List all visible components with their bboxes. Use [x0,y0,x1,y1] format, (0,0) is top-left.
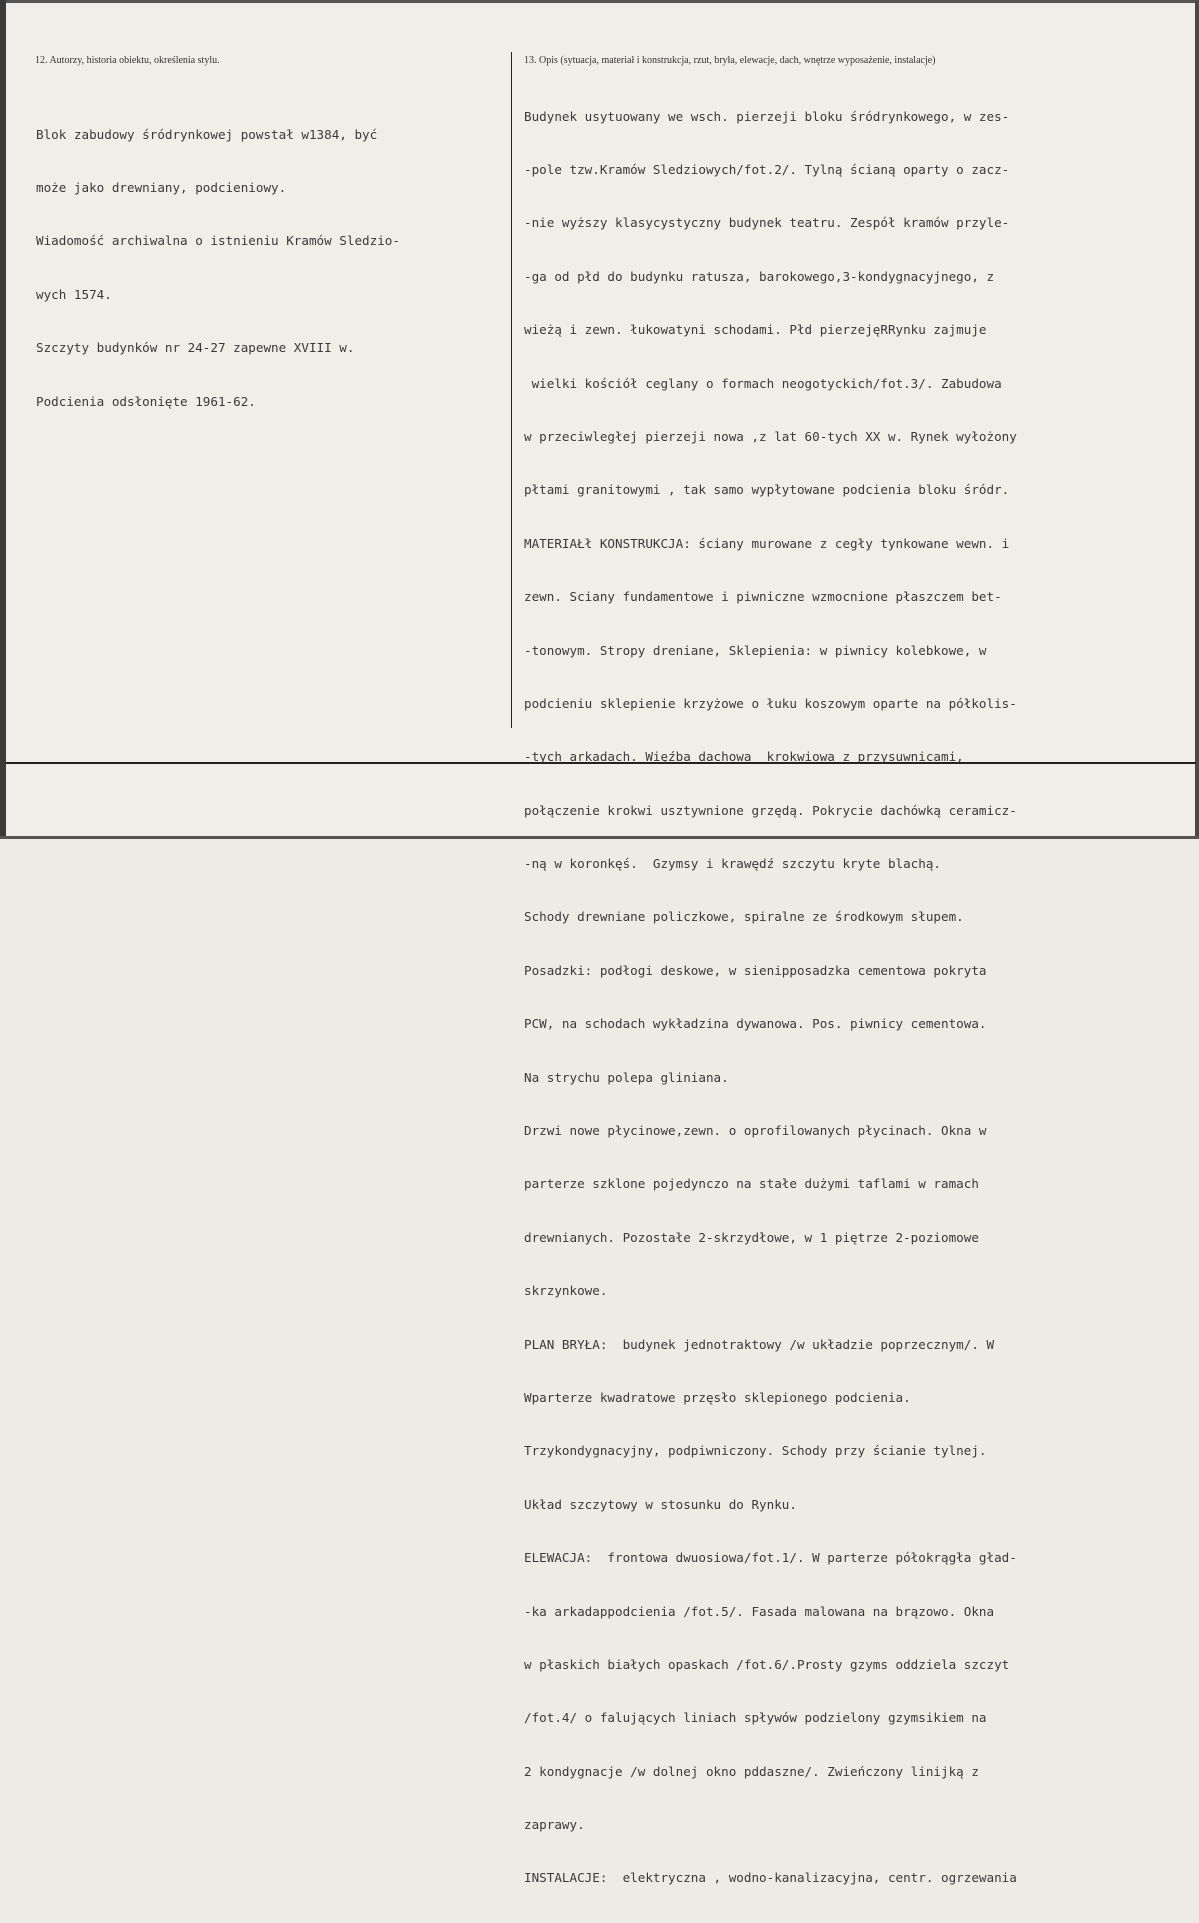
section-13-header: 13. Opis (sytuacja, materiał i konstrukcja, rzut, bryła, elewacje, dach, wnętrze wyposażenie, instalacje) [524,55,936,66]
description-line: PCW, na schodach wykładzina dywanowa. Pos. piwnicy cementowa. [524,1016,987,1032]
description-line: INSTALACJE: elektryczna , wodno-kanalizacyjna, centr. ogrzewania [524,1870,1017,1886]
history-line: Szczyty budynków nr 24-27 zapewne XVIII w. [36,340,355,356]
description-line: drewnianych. Pozostałe 2-skrzydłowe, w 1 piętrze 2-poziomowe [524,1229,979,1245]
description-line: zaprawy. [524,1817,585,1833]
description-line: Drzwi nowe płycinowe,zewn. o oprofilowanych płycinach. Okna w [524,1123,987,1139]
column-divider [511,52,512,728]
scan-edge-right [1195,0,1199,839]
description-line: ELEWACJA: frontowa dwuosiowa/fot.1/. W parterze półokrągła gład- [524,1550,1017,1566]
scan-edge-top [0,0,1199,3]
description-line: -tonowym. Stropy dreniane, Sklepienia: w piwnicy kolebkowe, w [524,642,987,658]
description-line: w przeciwległej pierzeji nowa ,z lat 60-tych XX w. Rynek wyłożony [524,428,1017,444]
history-line: Wiadomość archiwalna o istnieniu Kramów Sledzio- [36,233,400,249]
history-line: może jako drewniany, podcieniowy. [36,179,287,195]
history-text [36,90,400,446]
description-line: podcieniu sklepienie krzyżowe o łuku koszowym oparte na półkolis- [524,695,1017,711]
description-line: Budynek usytuowany we wsch. pierzeji bloku śródrynkowego, w zes- [524,108,1010,124]
history-line: Podcienia odsłonięte 1961-62. [36,393,256,409]
description-line: Trzykondygnacyjny, podpiwniczony. Schody przy ścianie tylnej. [524,1443,987,1459]
description-line: /fot.4/ o falujących liniach spływów podzielony gzymsikiem na [524,1710,987,1726]
description-line: Schody drewniane policzkowe, spiralne ze środkowym słupem. [524,909,964,925]
description-line: PLAN BRYŁA: budynek jednotraktowy /w układzie poprzecznym/. W [524,1336,995,1352]
description-line: w płaskich białych opaskach /fot.6/.Prosty gzyms oddziela szczyt [524,1656,1010,1672]
description-line: Na strychu polepa gliniana. [524,1069,729,1085]
description-line: -pole tzw.Kramów Sledziowych/fot.2/. Tylną ścianą oparty o zacz- [524,161,1010,177]
history-line: Blok zabudowy śródrynkowej powstał w1384, być [36,126,378,142]
scan-edge-left [0,0,6,839]
description-line: -ga od płd do budynku ratusza, barokowego,3-kondygnacyjnego, z [524,268,995,284]
description-line: -ną w koronkęś. Gzymsy i krawędź szczytu kryte blachą. [524,856,942,872]
description-line: Układ szczytowy w stosunku do Rynku. [524,1496,797,1512]
description-line: -nie wyższy klasycystyczny budynek teatru. Zespół kramów przyle- [524,215,1010,231]
description-line: połączenie krokwi usztywnione grzędą. Pokrycie dachówką ceramicz- [524,802,1017,818]
description-text [524,72,1017,1923]
description-line: parterze szklone pojedynczo na stałe dużymi taflami w ramach [524,1176,979,1192]
description-line: -tych arkadach. Więźba dachowa krokwiowa z przysuwnicami, [524,749,964,765]
description-line: zewn. Sciany fundamentowe i piwniczne wzmocnione płaszczem bet- [524,589,1002,605]
description-line: Posadzki: podłogi deskowe, w sienipposadzka cementowa pokryta [524,962,987,978]
section-12-header: 12. Autorzy, historia obiektu, określenia stylu. [35,55,220,66]
description-line: -ka arkadappodcienia /fot.5/. Fasada malowana na brązowo. Okna [524,1603,995,1619]
description-line: Wparterze kwadratowe przęsło sklepionego podcienia. [524,1389,911,1405]
description-line: 2 kondygnacje /w dolnej okno pddaszne/. Zwieńczony linijką z [524,1763,979,1779]
description-line: płtami granitowymi , tak samo wypłytowane podcienia bloku śródr. [524,482,1010,498]
history-line: wych 1574. [36,286,112,302]
description-line: wieżą i zewn. łukowatyni schodami. Płd pierzejęRRynku zajmuje [524,322,987,338]
description-line: skrzynkowe. [524,1283,608,1299]
description-line: MATERIAŁł KONSTRUKCJA: ściany murowane z cegły tynkowane wewn. i [524,535,1010,551]
description-line: wielki kościół ceglany o formach neogotyckich/fot.3/. Zabudowa [524,375,1002,391]
